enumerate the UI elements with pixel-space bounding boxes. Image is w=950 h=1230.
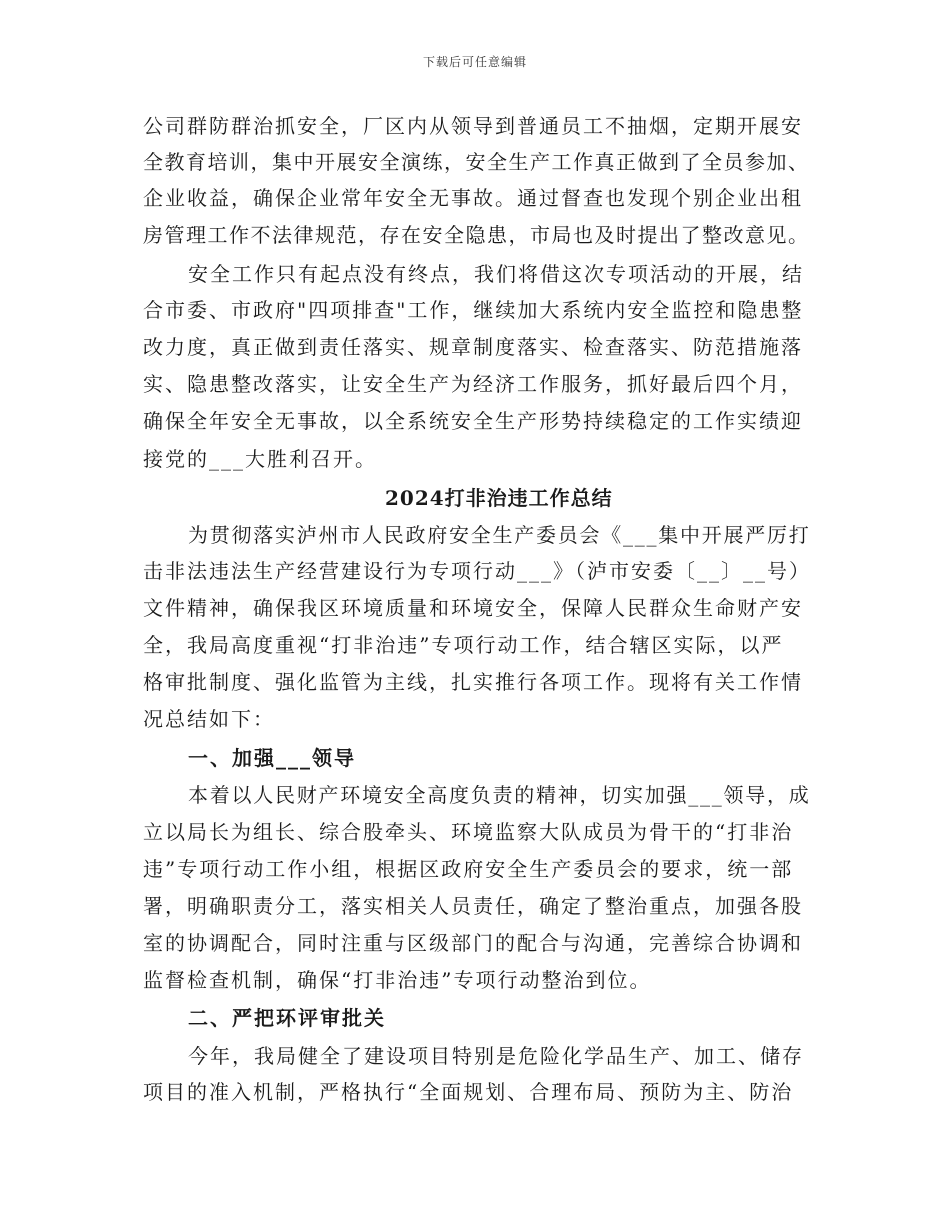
body-line: 企业收益，确保企业常年安全无事故。通过督查也发现个别企业出租 — [143, 186, 803, 210]
paragraph-first-line: 安全工作只有起点没有终点，我们将借这次专项活动的开展，结 — [188, 262, 804, 286]
body-line: 房管理工作不法律规范，存在安全隐患，市局也及时提出了整改意见。 — [143, 223, 810, 247]
body-line: 全教育培训，集中开展安全演练，安全生产工作真正做到了全员参加、 — [143, 150, 810, 174]
body-line: 实、隐患整改落实，让安全生产为经济工作服务，抓好最后四个月， — [143, 372, 803, 396]
body-line: 违”专项行动工作小组，根据区政府安全生产委员会的要求，统一部 — [143, 857, 794, 881]
paragraph-first-line: 本着以人民财产环境安全高度负责的精神，切实加强___领导，成 — [188, 783, 811, 807]
body-line: 立以局长为组长、综合股牵头、环境监察大队成员为骨干的“打非治 — [143, 820, 794, 844]
body-line: 公司群防群治抓安全，厂区内从领导到普通员工不抽烟，定期开展安 — [143, 114, 803, 138]
paragraph-first-line: 为贯彻落实泸州市人民政府安全生产委员会《___集中开展严厉打 — [188, 523, 811, 547]
body-line: 室的协调配合，同时注重与区级部门的配合与沟通，完善综合协调和 — [143, 931, 803, 955]
body-line: 项目的准入机制，严格执行“全面规划、合理布局、预防为主、防治 — [143, 1080, 794, 1104]
body-line: 合市委、市政府"四项排查"工作，继续加大系统内安全监控和隐患整 — [143, 298, 804, 322]
document-title: 2024打非治违工作总结 — [385, 486, 613, 510]
page-header: 下载后可任意编辑 — [422, 55, 527, 69]
section-heading: 二、严把环评审批关 — [188, 1006, 386, 1030]
body-line: 确保全年安全无事故，以全系统安全生产形势持续稳定的工作实绩迎 — [143, 409, 803, 433]
body-line: 署，明确职责分工，落实相关人员责任，确定了整治重点，加强各股 — [143, 894, 803, 918]
body-line: 文件精神，确保我区环境质量和环境安全，保障人民群众生命财产安 — [143, 596, 803, 620]
body-line: 全，我局高度重视“打非治违”专项行动工作，结合辖区实际，以严 — [143, 633, 784, 657]
body-line: 改力度，真正做到责任落实、规章制度落实、检查落实、防范措施落 — [143, 335, 803, 359]
paragraph-first-line: 今年，我局健全了建设项目特别是危险化学品生产、加工、储存 — [188, 1044, 804, 1068]
body-line: 况总结如下： — [143, 707, 275, 731]
section-heading: 一、加强___领导 — [188, 746, 356, 770]
body-line: 格审批制度、强化监管为主线，扎实推行各项工作。现将有关工作情 — [143, 670, 803, 694]
body-line: 击非法违法生产经营建设行为专项行动___》（泸市安委〔__〕__号） — [143, 559, 811, 583]
body-line: 接党的___大胜利召开。 — [143, 447, 377, 471]
body-line: 监督检查机制，确保“打非治违”专项行动整治到位。 — [143, 968, 652, 992]
